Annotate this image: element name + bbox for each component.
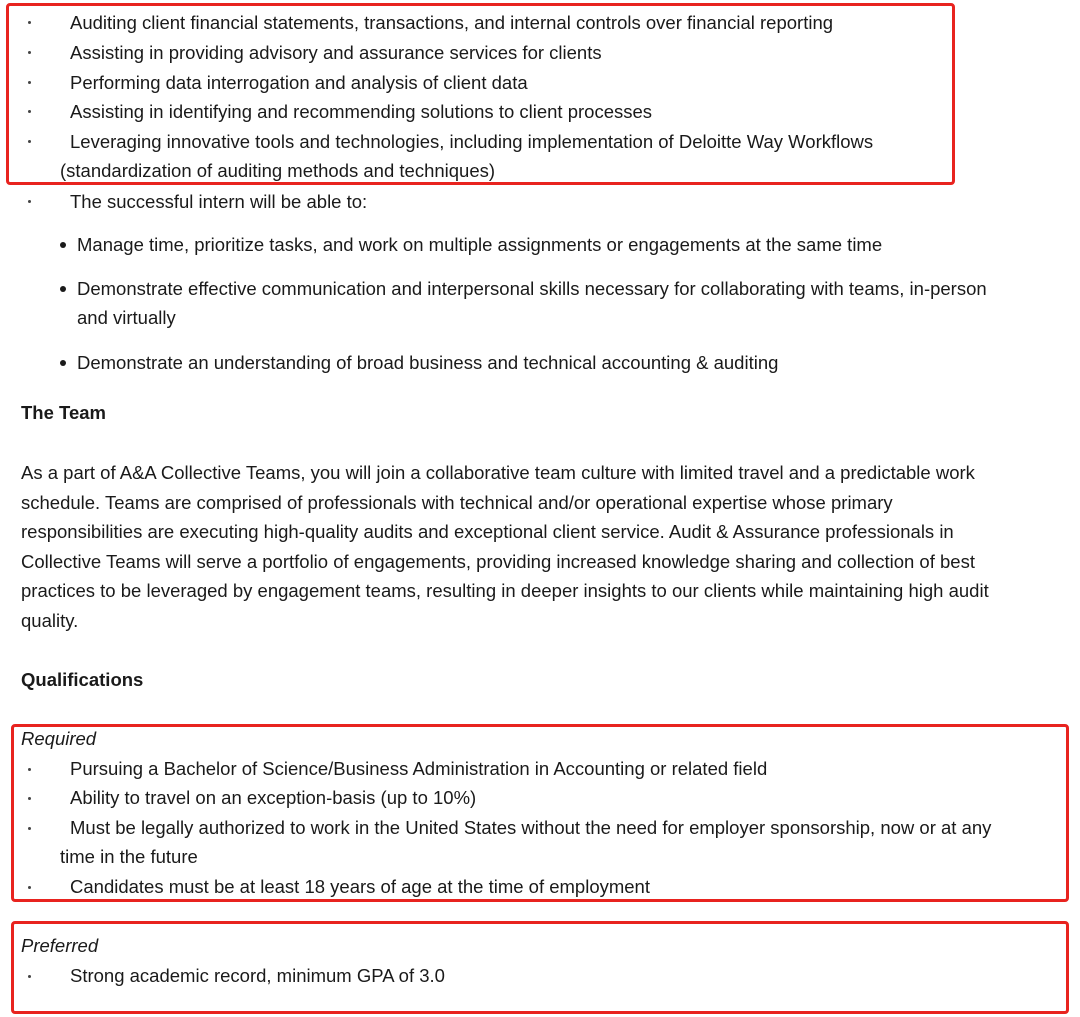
list-item-continuation: (standardization of auditing methods and techniques): [60, 160, 496, 181]
list-item: Assisting in providing advisory and assurance services for clients: [70, 42, 602, 63]
list-item: Leveraging innovative tools and technologies, including implementation of Deloitte Way Workflows: [70, 131, 874, 152]
required-label: Required: [21, 728, 97, 749]
list-item-continuation: time in the future: [60, 846, 198, 867]
paragraph-line: As a part of A&A Collective Teams, you will join a collaborative team culture with limited travel and a predictable work: [21, 462, 975, 483]
paragraph-line: schedule. Teams are comprised of professionals with technical and/or operational expertise whose primary: [21, 491, 893, 513]
bullet-dot: [28, 81, 31, 84]
paragraph-line: quality.: [21, 609, 79, 631]
bullet-dot: [28, 110, 31, 113]
bullet-dot: [28, 975, 31, 978]
team-paragraph: [21, 458, 1066, 636]
bullet-dot: [28, 827, 31, 830]
bullet-disc: [60, 242, 66, 248]
list-item: Must be legally authorized to work in the United States without the need for employer sponsorship, now or at any: [70, 817, 992, 838]
list-item: Pursuing a Bachelor of Science/Business Administration in Accounting or related field: [70, 758, 768, 779]
list-item-continuation: and virtually: [77, 307, 176, 328]
list-item: Demonstrate effective communication and interpersonal skills necessary for collaborating with teams, in-person: [77, 278, 987, 299]
bullet-dot: [28, 886, 31, 889]
bullet-disc: [60, 360, 66, 366]
list-item: Candidates must be at least 18 years of age at the time of employment: [70, 876, 650, 897]
list-item: Ability to travel on an exception-basis (up to 10%): [70, 787, 477, 808]
bullet-dot: [28, 51, 31, 54]
list-item: Demonstrate an understanding of broad business and technical accounting & auditing: [77, 352, 779, 373]
paragraph-line: Collective Teams will serve a portfolio of engagements, providing increased knowledge sharing and collection of best: [21, 550, 975, 572]
qualifications-heading: Qualifications: [21, 669, 144, 690]
paragraph-line: responsibilities are executing high-quality audits and exceptional client service. Audit & Assurance professionals in: [21, 521, 954, 543]
bullet-dot: [28, 200, 31, 203]
bullet-dot: [28, 21, 31, 24]
bullet-dot: [28, 768, 31, 771]
list-item: Assisting in identifying and recommending solutions to client processes: [70, 101, 653, 122]
list-item: Strong academic record, minimum GPA of 3.0: [70, 965, 445, 986]
bullet-dot: [28, 797, 31, 800]
list-item: Auditing client financial statements, transactions, and internal controls over financial reporting: [70, 12, 834, 33]
bullet-disc: [60, 286, 66, 292]
bullet-dot: [28, 140, 31, 143]
intern-intro: The successful intern will be able to:: [70, 191, 368, 212]
list-item: Performing data interrogation and analysis of client data: [70, 72, 528, 93]
paragraph-line: practices to be leveraged by engagement teams, resulting in deeper insights to our clients while maintaining high audit: [21, 580, 989, 602]
preferred-label: Preferred: [21, 935, 99, 956]
list-item: Manage time, prioritize tasks, and work on multiple assignments or engagements at the same time: [77, 234, 883, 255]
team-heading: The Team: [21, 402, 106, 423]
